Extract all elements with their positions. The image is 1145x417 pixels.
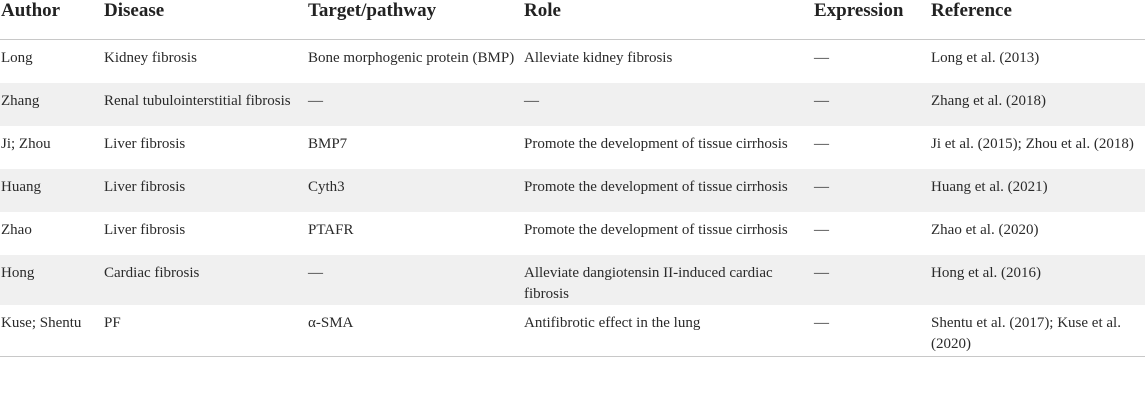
cell-role: Promote the development of tissue cirrhosis (523, 212, 813, 255)
cell-reference: Hong et al. (2016) (930, 255, 1145, 305)
cell-author: Ji; Zhou (0, 126, 103, 169)
header-target-pathway: Target/pathway (307, 0, 523, 40)
table-row (0, 169, 1145, 212)
cell-reference: Long et al. (2013) (930, 40, 1145, 83)
cell-target: Bone morphogenic protein (BMP) (307, 40, 523, 83)
cell-disease: Liver fibrosis (103, 169, 307, 212)
cell-target: — (307, 255, 523, 305)
cell-disease: Kidney fibrosis (103, 40, 307, 83)
cell-author: Kuse; Shentu (0, 305, 103, 357)
cell-reference: Zhao et al. (2020) (930, 212, 1145, 255)
table-row (0, 255, 1145, 305)
cell-reference: Zhang et al. (2018) (930, 83, 1145, 126)
cell-role: Alleviate kidney fibrosis (523, 40, 813, 83)
cell-reference: Huang et al. (2021) (930, 169, 1145, 212)
cell-author: Hong (0, 255, 103, 305)
cell-expression: — (813, 305, 930, 357)
table-row (0, 83, 1145, 126)
cell-role: Promote the development of tissue cirrhosis (523, 169, 813, 212)
cell-role: — (523, 83, 813, 126)
cell-author: Huang (0, 169, 103, 212)
cell-disease: PF (103, 305, 307, 357)
cell-expression: — (813, 212, 930, 255)
cell-reference: Ji et al. (2015); Zhou et al. (2018) (930, 126, 1145, 169)
header-reference: Reference (930, 0, 1145, 40)
cell-author: Zhao (0, 212, 103, 255)
table-row (0, 305, 1145, 357)
cell-role: Antifibrotic effect in the lung (523, 305, 813, 357)
header-role: Role (523, 0, 813, 40)
cell-reference: Shentu et al. (2017); Kuse et al. (2020) (930, 305, 1145, 357)
cell-target: — (307, 83, 523, 126)
cell-expression: — (813, 83, 930, 126)
cell-target: α-SMA (307, 305, 523, 357)
cell-target: PTAFR (307, 212, 523, 255)
table-row (0, 40, 1145, 83)
cell-disease: Liver fibrosis (103, 126, 307, 169)
cell-target: BMP7 (307, 126, 523, 169)
cell-author: Long (0, 40, 103, 83)
cell-role: Promote the development of tissue cirrhosis (523, 126, 813, 169)
cell-author: Zhang (0, 83, 103, 126)
cell-expression: — (813, 40, 930, 83)
table-header-row (0, 0, 1145, 40)
cell-expression: — (813, 126, 930, 169)
cell-disease: Renal tubulointerstitial fibrosis (103, 83, 307, 126)
header-author: Author (0, 0, 103, 40)
table-row (0, 126, 1145, 169)
header-disease: Disease (103, 0, 307, 40)
cell-disease: Cardiac fibrosis (103, 255, 307, 305)
cell-target: Cyth3 (307, 169, 523, 212)
cell-expression: — (813, 169, 930, 212)
header-expression: Expression (813, 0, 930, 40)
cell-role: Alleviate dangiotensin II-induced cardiac fibrosis (523, 255, 813, 305)
cell-disease: Liver fibrosis (103, 212, 307, 255)
cell-expression: — (813, 255, 930, 305)
table-row (0, 212, 1145, 255)
